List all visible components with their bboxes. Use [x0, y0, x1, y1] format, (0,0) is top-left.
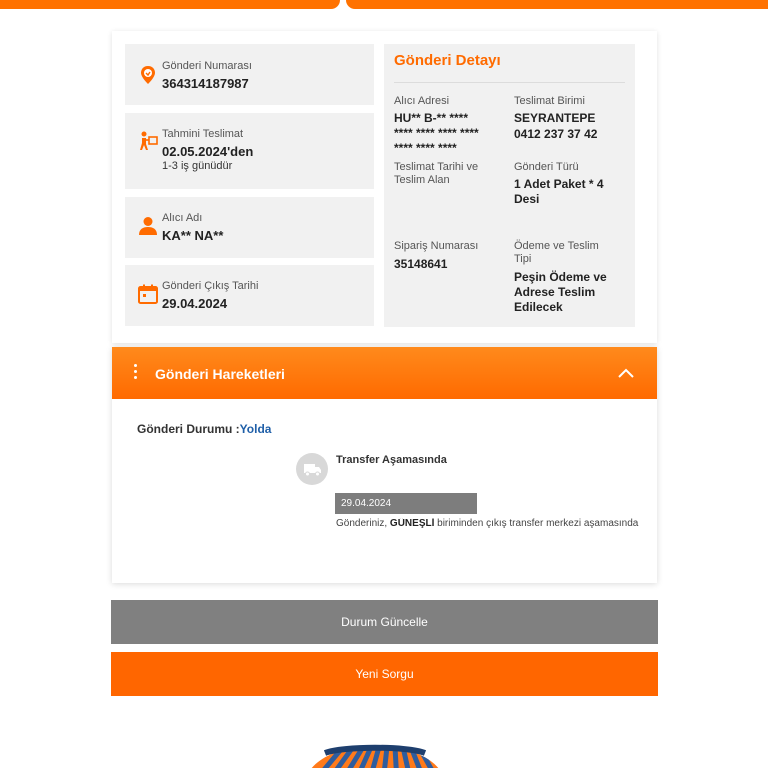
- new-query-button[interactable]: Yeni Sorgu: [111, 652, 658, 696]
- tracking-number-label: Gönderi Numarası: [162, 60, 252, 72]
- shipment-movements-card: [112, 347, 657, 583]
- shipment-detail-panel: [384, 44, 635, 327]
- recipient-name-label: Alıcı Adı: [162, 212, 203, 224]
- movement-step-title: Transfer Aşamasında: [336, 454, 447, 466]
- vertical-dots-icon: [134, 364, 138, 384]
- recipient-address-line-2: **** **** **** ****: [394, 126, 479, 140]
- chevron-up-icon[interactable]: [615, 363, 637, 383]
- delivery-unit-label: Teslimat Birimi: [514, 95, 585, 107]
- truck-icon: [296, 453, 328, 485]
- location-pin-icon: [137, 64, 159, 86]
- estimated-delivery-box: [125, 113, 374, 189]
- recipient-address-line-1: HU** B-** ****: [394, 111, 469, 125]
- shipment-status-line: [137, 422, 271, 436]
- dispatch-date-label: Gönderi Çıkış Tarihi: [162, 280, 259, 292]
- movements-accordion-header[interactable]: [112, 347, 657, 399]
- payment-type-value-line-2: Adrese Teslim: [514, 285, 596, 299]
- movement-step-date: 29.04.2024: [335, 493, 477, 514]
- top-header-bar-left: [0, 0, 340, 9]
- recipient-address-line-3: **** **** ****: [394, 141, 457, 155]
- shipment-status-value: Yolda: [239, 422, 272, 436]
- person-icon: [137, 215, 159, 237]
- order-number-label: Sipariş Numarası: [394, 240, 479, 252]
- shipment-type-label: Gönderi Türü: [514, 161, 579, 173]
- payment-type-value-line-3: Edilecek: [514, 300, 563, 314]
- recipient-name-box: [125, 197, 374, 258]
- detail-divider: [394, 82, 625, 83]
- shipment-status-label: Gönderi Durumu :: [137, 422, 240, 436]
- refresh-status-button[interactable]: Durum Güncelle: [111, 600, 658, 644]
- dispatch-date-box: [125, 265, 374, 326]
- calendar-icon: [137, 283, 159, 305]
- shipment-type-value-line-1: 1 Adet Paket * 4: [514, 177, 604, 191]
- estimated-delivery-value: 02.05.2024'den: [162, 144, 254, 159]
- estimated-delivery-label: Tahmini Teslimat: [162, 128, 244, 140]
- delivery-unit-phone: 0412 237 37 42: [514, 127, 598, 141]
- shipment-type-value-line-2: Desi: [514, 192, 540, 206]
- recipient-address-label: Alıcı Adresi: [394, 95, 450, 107]
- payment-type-label-line-2: Tipi: [514, 253, 532, 265]
- striped-dome-graphic: [303, 743, 447, 768]
- delivery-date-label-line-1: Teslimat Tarihi ve: [394, 161, 479, 173]
- movement-desc-branch: GÜNEŞLİ: [389, 518, 435, 529]
- movement-step-description: [336, 518, 657, 529]
- estimated-delivery-sub: 1-3 iş günüdür: [162, 160, 233, 172]
- courier-delivery-icon: [137, 130, 159, 152]
- movement-desc-pre: Gönderiniz,: [336, 518, 390, 529]
- delivery-unit-value: SEYRANTEPE: [514, 111, 596, 125]
- movements-header-title: Gönderi Hareketleri: [155, 366, 285, 382]
- tracking-number-value: 364314187987: [162, 76, 249, 91]
- order-number-value: 35148641: [394, 257, 448, 271]
- tracking-number-box: [125, 44, 374, 105]
- top-header-bar-right: [346, 0, 768, 9]
- delivery-date-label-line-2: Teslim Alan: [394, 174, 450, 186]
- payment-type-value-line-1: Peşin Ödeme ve: [514, 270, 607, 284]
- movement-desc-post: biriminden çıkış transfer merkezi aşamasında: [434, 518, 639, 529]
- dispatch-date-value: 29.04.2024: [162, 296, 228, 311]
- payment-type-label-line-1: Ödeme ve Teslim: [514, 240, 599, 252]
- recipient-name-value: KA** NA**: [162, 228, 224, 243]
- shipment-detail-title: Gönderi Detayı: [394, 52, 501, 69]
